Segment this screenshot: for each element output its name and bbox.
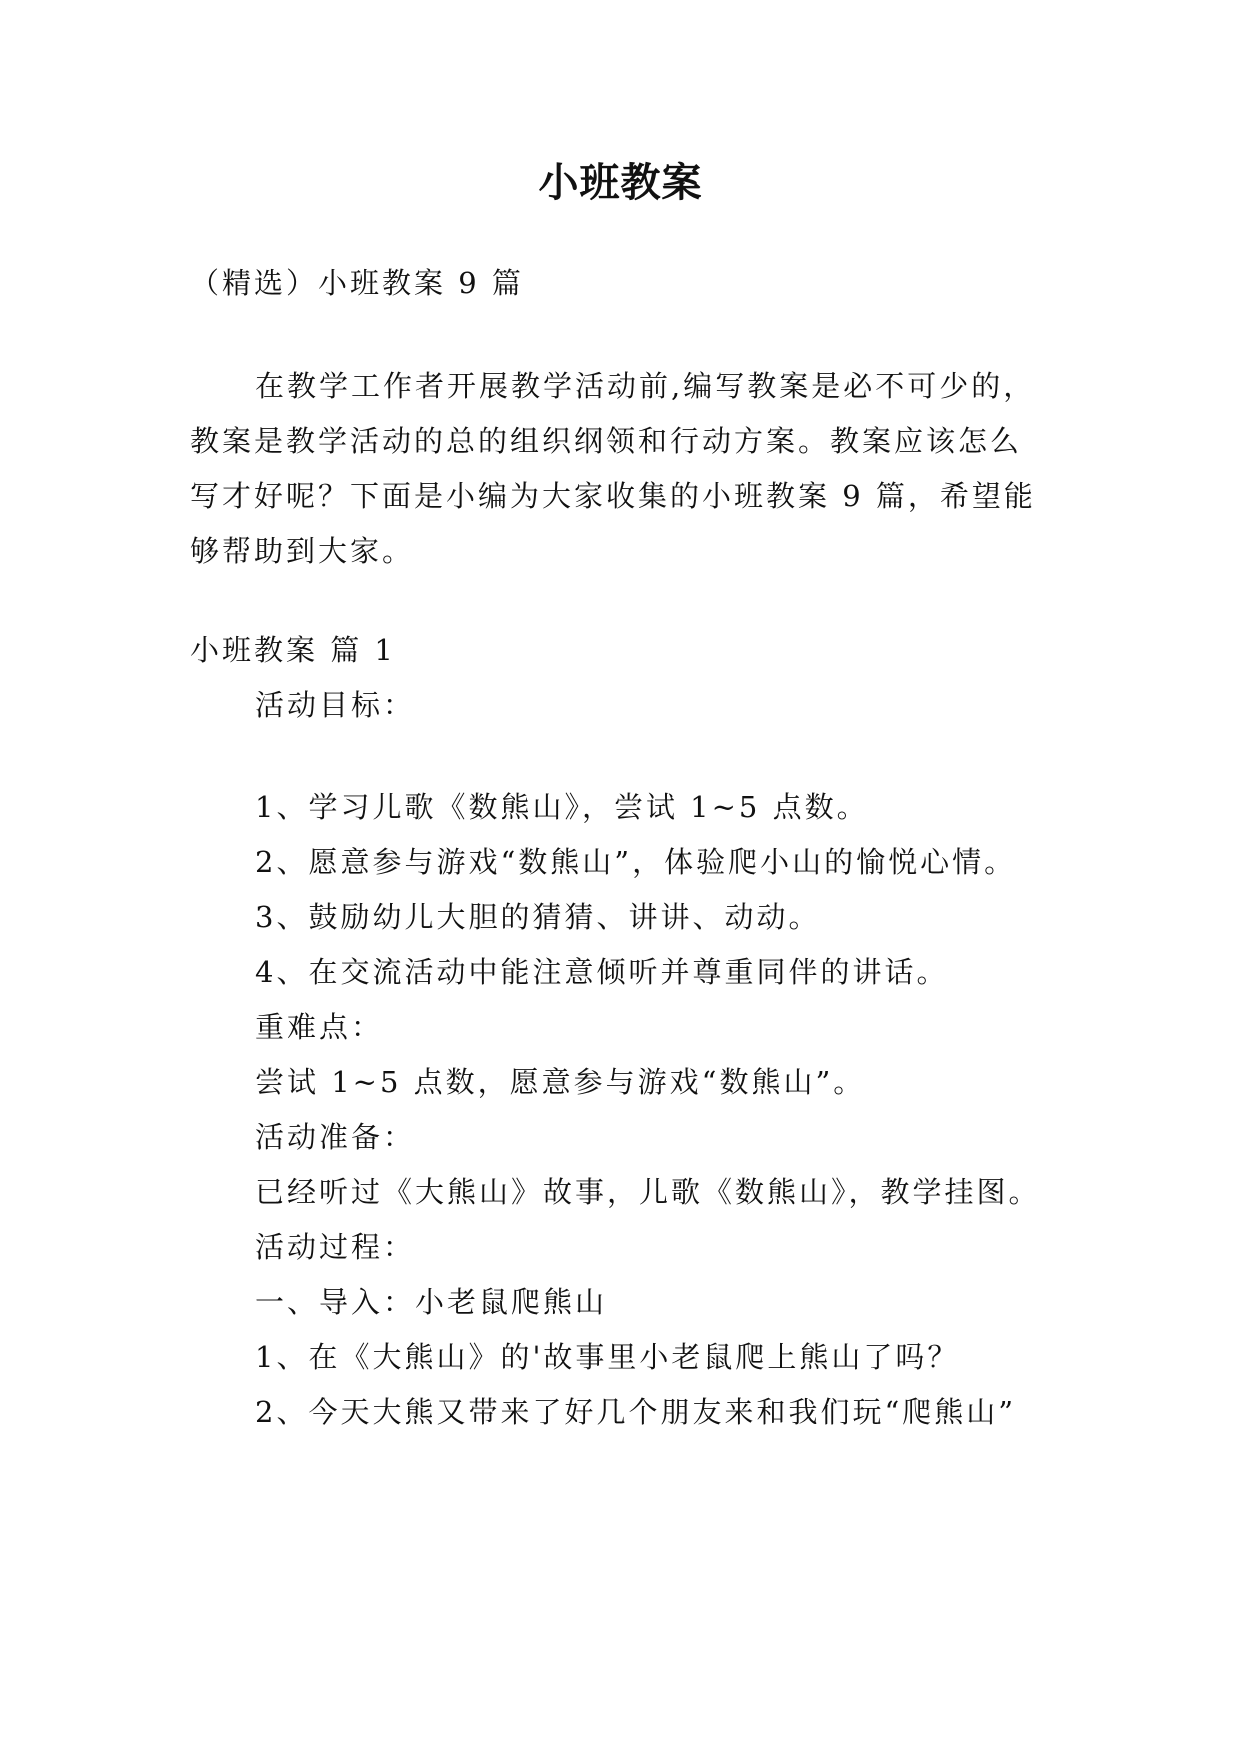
key-points-label: 重难点： [255, 1010, 384, 1044]
subtitle: （精选）小班教案 9 篇 [190, 266, 524, 300]
process-step-1: 一、导入：小老鼠爬熊山 [255, 1285, 608, 1319]
intro-line-4: 够帮助到大家。 [190, 534, 415, 568]
process-step-3: 2、今天大熊又带来了好几个朋友来和我们玩“爬熊山” [255, 1395, 1017, 1429]
goals-label: 活动目标： [255, 688, 416, 722]
process-step-2: 1、在《大熊山》的'故事里小老鼠爬上熊山了吗？ [255, 1340, 960, 1374]
page-title: 小班教案 [538, 160, 703, 206]
goal-item-4: 4、在交流活动中能注意倾听并尊重同伴的讲话。 [255, 955, 949, 989]
key-points-text: 尝试 1~5 点数，愿意参与游戏“数熊山”。 [255, 1065, 866, 1099]
intro-line-1: 在教学工作者开展教学活动前,编写教案是必不可少的， [255, 369, 1036, 403]
intro-line-2: 教案是教学活动的总的组织纲领和行动方案。教案应该怎么 [190, 424, 1023, 458]
intro-line-3: 写才好呢？下面是小编为大家收集的小班教案 9 篇，希望能 [190, 479, 1036, 513]
goal-item-1: 1、学习儿歌《数熊山》，尝试 1~5 点数。 [255, 790, 869, 824]
process-label: 活动过程： [255, 1230, 416, 1264]
goal-item-3: 3、鼓励幼儿大胆的猜猜、讲讲、动动。 [255, 900, 821, 934]
goal-item-2: 2、愿意参与游戏“数熊山”，体验爬小山的愉悦心情。 [255, 845, 1017, 879]
section-heading: 小班教案 篇 1 [190, 633, 396, 667]
preparation-text: 已经听过《大熊山》故事，儿歌《数熊山》，教学挂图。 [255, 1175, 1041, 1209]
preparation-label: 活动准备： [255, 1120, 416, 1154]
